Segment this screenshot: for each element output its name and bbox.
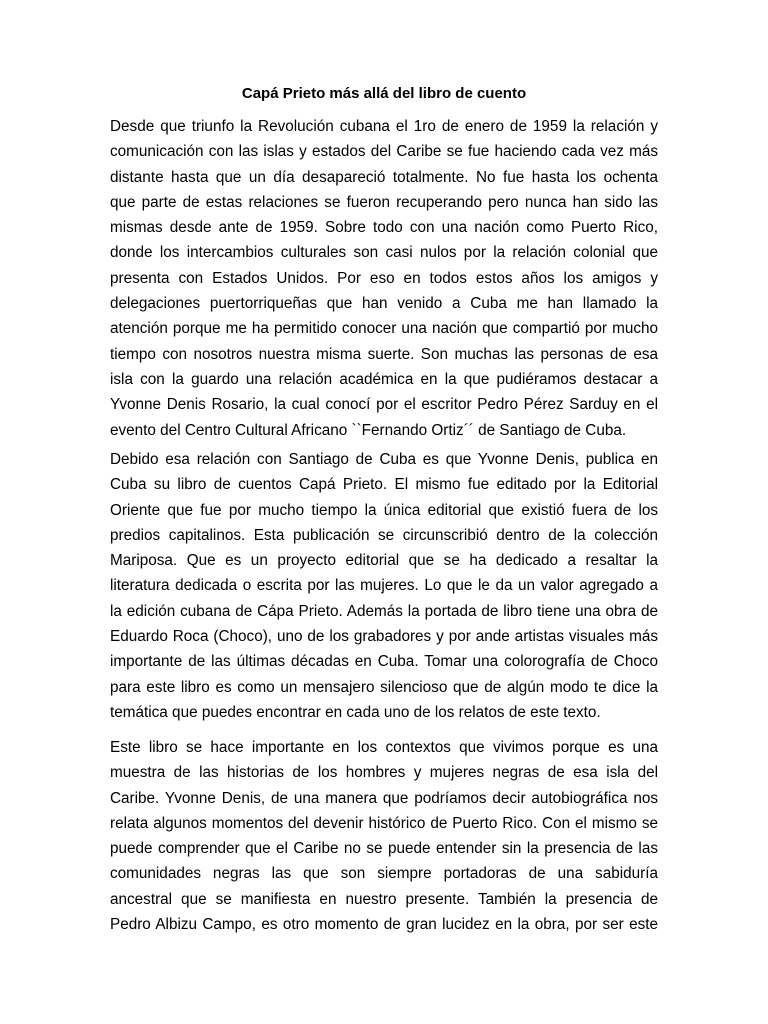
text-line: Yvonne Denis Rosario, la cual conocí por el escritor Pedro Pérez Sarduy en el <box>110 396 658 414</box>
text-line: importante de las últimas décadas en Cuba. Tomar una colorografía de Choco <box>110 653 658 671</box>
text-line: evento del Centro Cultural Africano ``Fernando Ortiz´´ de Santiago de Cuba. <box>110 421 627 439</box>
text-line: Desde que triunfo la Revolución cubana el 1ro de enero de 1959 la relación y <box>110 118 658 135</box>
text-line: atención porque me ha permitido conocer una nación que compartió por mucho <box>110 320 658 338</box>
text-line: Cuba su libro de cuentos Capá Prieto. El mismo fue editado por la Editorial <box>110 476 658 494</box>
text-line: para este libro es como un mensajero silencioso que de algún modo te dice la <box>110 678 658 696</box>
text-line: delegaciones puertorriqueñas que han venido a Cuba me han llamado la <box>110 295 658 313</box>
text-line: ancestral que se manifiesta en nuestro presente. También la presencia de <box>110 890 658 908</box>
document-title: Capá Prieto más allá del libro de cuento <box>241 85 527 102</box>
text-line: relata algunos momentos del devenir histórico de Puerto Rico. Con el mismo se <box>110 814 658 832</box>
text-line: comunicación con las islas y estados del Caribe se fue haciendo cada vez más <box>110 143 658 161</box>
paragraph-2 <box>110 447 658 725</box>
text-line: mismas desde ante de 1959. Sobre todo con una nación como Puerto Rico, <box>110 219 658 237</box>
text-line: tiempo con nosotros nuestra misma suerte. Son muchas las personas de esa <box>110 345 658 363</box>
text-line: Debido esa relación con Santiago de Cuba es que Yvonne Denis, publica en <box>110 451 658 468</box>
text-line: que parte de estas relaciones se fueron recuperando pero nunca han sido las <box>110 193 658 211</box>
text-line: puede comprender que el Caribe no se puede entender sin la presencia de las <box>110 840 658 858</box>
text-line: Eduardo Roca (Choco), uno de los grabadores y por ande artistas visuales más <box>110 628 658 646</box>
text-line: Caribe. Yvonne Denis, de una manera que podríamos decir autobiográfica nos <box>110 789 658 807</box>
text-line: comunidades negras las que son siempre portadoras de una sabiduría <box>110 865 658 883</box>
text-line: predios capitalinos. Esta publicación se circunscribió dentro de la colección <box>110 526 658 544</box>
text-line: presenta con Estados Unidos. Por eso en todos estos años los amigos y <box>110 269 658 287</box>
text-line: literatura dedicada o escrita por las mujeres. Lo que le da un valor agregado a <box>110 577 658 595</box>
text-line: Oriente que fue por mucho tiempo la única editorial que existió fuera de los <box>110 501 658 519</box>
text-line: isla con la guardo una relación académica en la que pudiéramos destacar a <box>110 370 658 388</box>
text-line: donde los intercambios culturales son casi nulos por la relación colonial que <box>110 244 658 262</box>
text-line: temática que puedes encontrar en cada uno de los relatos de este texto. <box>110 703 601 721</box>
text-line: Mariposa. Que es un proyecto editorial que se ha dedicado a resaltar la <box>110 552 658 570</box>
paragraph-1 <box>110 114 658 443</box>
paragraph-3 <box>110 735 658 937</box>
text-line: distante hasta que un día desapareció totalmente. No fue hasta los ochenta <box>110 168 658 186</box>
text-line: la edición cubana de Cápa Prieto. Además la portada de libro tiene una obra de <box>110 602 658 620</box>
text-line: muestra de las historias de los hombres y mujeres negras de esa isla del <box>110 764 658 782</box>
text-line: Este libro se hace importante en los contextos que vivimos porque es una <box>110 739 658 756</box>
text-line: Pedro Albizu Campo, es otro momento de gran lucidez en la obra, por ser este <box>110 916 658 934</box>
